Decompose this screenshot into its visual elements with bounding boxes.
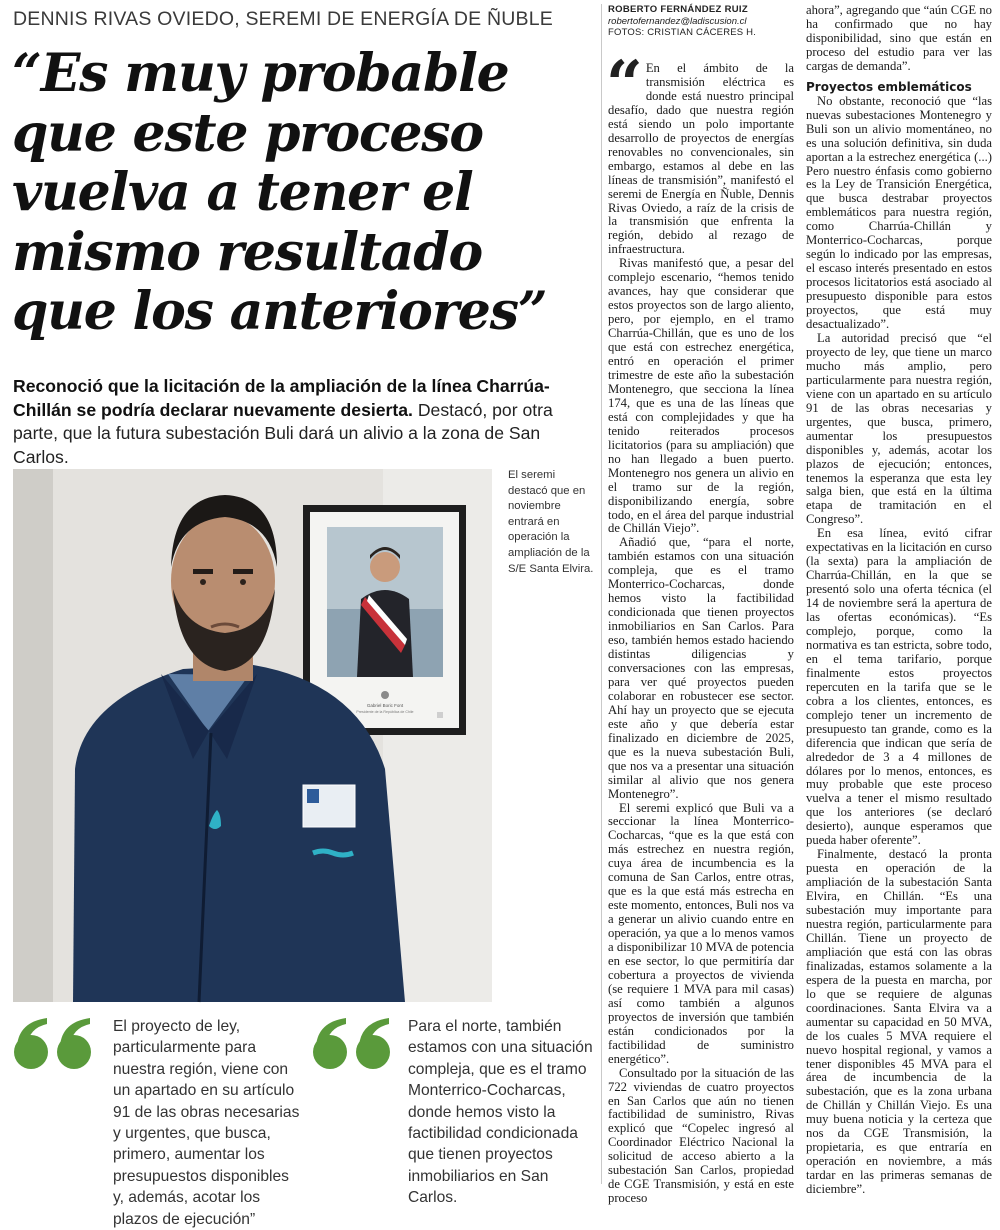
article-paragraph: En esa línea, evitó cifrar expectativas en la licitación en curso (la sexta) para la ampliación de Charrúa-Chillán, en la que se presentó solo una oferta técnica (el 14 de noviembre será la apertura de las ofertas económicas). “Es complejo, porque, como la normativa es tan estricta, sobre todo, en el tema tarifario, porque finalmente estos proyectos repercuten en la tarifa que se le cobra a los clientes, entonces, es complejo tener un incremento de presupuesto tan grande, como es la diferencia que indican que sería de alrededor de 3 a 4 millones de dólares por lo menos, entonces, es muy probable que este proceso vuelva a tener el mismo resultado que los anteriores (se declaró desierto), aunque esperamos que pueda haber oferente”. <box>806 526 992 848</box>
pull-quote-2-text: Para el norte, también estamos con una situación compleja, que es el tramo Monterrico-Cocharcas, donde hemos visto la factibilidad condicionada que tienen proyectos inmobiliarios en San Carlos. <box>408 1018 593 1207</box>
portrait-caption-name: Gabriel Boric Font <box>366 703 404 708</box>
photo-caption: El seremi destacó que en noviembre entrará en operación la ampliación de la S/E Santa Elvira. <box>508 469 594 575</box>
article-paragraph: Añadió que, “para el norte, también estamos con una situación compleja, que es el tramo Monterrico-Cocharcas, donde hemos visto la factibilidad condicionada que tienen proyectos inmobiliarios en San Carlos. Para eso, también hemos estado haciendo distintas diligencias y conversaciones con las empresas, para ver qué proyectos pueden colaborar en robustecer ese sector. Ahí hay un proyecto que se ejecuta este año y que debería estar finalizado en diciembre de 2025, que es la nueva subestación Buli, que nos va a presentar una situación similar al alivio que nos genera Montenegro”. <box>608 535 794 801</box>
byline-author: ROBERTO FERNÁNDEZ RUIZ <box>608 4 748 15</box>
byline-photos: FOTOS: CRISTIAN CÁCERES H. <box>608 27 757 38</box>
deck <box>13 375 598 469</box>
article-paragraph: Finalmente, destacó la pronta puesta en operación de la ampliación de la subestación Santa Elvira, en Chillán. “Es una subestación muy importante para nuestra región, particularmente para Chillán. Tiene un proyecto de ampliación que está con las obras finalizadas, estamos solamente a la espera de la puesta en marcha, por lo que se requiere de algunas coordinaciones. Santa Elvira va a aumentar su capacidad en 50 MVA, de los cuales 5 MVA requiere el nuevo hospital regional, y vamos a tener disponibles 45 MVA para el área de incumbencia de la subestación, que es la zona urbana de Chillán y Chillán Viejo. Es una muy buena noticia y la certeza que nos da CGE Transmisión, la propietaria, es que entraría en operación en noviembre, a más tardar en las primeras semanas de diciembre”. <box>806 847 992 1197</box>
article-paragraph: Rivas manifestó que, a pesar del complejo escenario, “hemos tenido avances, hay que considerar que estos proyectos son de largo aliento, pero, por ejemplo, en el tramo Charrúa-Chillán, que es uno de los que está con estrechez energética, entró en operación el primer trimestre de este año la subestación Montenegro, que secciona la línea 174, que es una de las líneas que está con complejidades y que ha tenido reiterados procesos licitatorios (para su ampliación) que no han llegado a buen puerto. Montenegro nos genera un alivio en el tramo sur de la región, disponibilizando energía, sobre todo, en el área del parque industrial de Chillán Viejo”. <box>608 256 794 536</box>
article-paragraph: La autoridad precisó que “el proyecto de ley, que tiene un marco mucho más amplio, pero particularmente para nuestra región, viene con un apartado en su artículo 91 de las obras necesarias y urgentes, que busca, primero, aumentar los presupuestos disponibles y, además, acotar los plazos de ejecución; entonces, tenemos la esperanza que esta ley salga bien, que está en la última etapa de tramitación en el Congreso”. <box>806 330 992 527</box>
article-paragraph: Consultado por la situación de las 722 viviendas de cuatro proyectos en San Carlos que aún no tienen factibilidad de suministro, Rivas explicó que “Copelec ingresó al Coordinador Eléctrico Nacional la solicitud de acceso abierto a la subestación San Carlos, propiedad de CGE Transmisión, y está en este proceso <box>608 1065 794 1206</box>
article-paragraph: No obstante, reconoció que “las nuevas subestaciones Montenegro y Buli son un alivio momentáneo, no es una solución definitiva, sin duda aportan a la estrechez energética (...) Pero nuestro énfasis como gobierno es la Ley de Transición Energética, que busca destrabar proyectos emblemáticos para nuestra región, como Charrúa-Chillán y Monterrico-Cocharcas, porque según lo indicado por las empresas, el escaso interés presentado en estos procesos licitatorios está asociado al presupuesto disponible para estos proyectos, que está muy desactualizado”. <box>806 93 992 332</box>
byline-email: robertofernandez@ladiscusion.cl <box>608 15 747 27</box>
portrait-caption-title: Presidente de la República de Chile <box>356 710 414 714</box>
article-paragraph: ahora”, agregando que “aún CGE no ha confirmado que no hay disponibilidad, sino que están en proceso del estudio para ver las cargas de demanda”. <box>806 3 992 73</box>
headline: “Es muy probable que este proceso vuelva a tener el mismo resultado que los anteriores” <box>12 43 547 342</box>
kicker: DENNIS RIVAS OVIEDO, SEREMI DE ENERGÍA DE ÑUBLE <box>13 8 553 30</box>
pull-quote-2 <box>312 1016 602 1207</box>
open-quote-icon: “ <box>606 47 643 122</box>
subheading: Proyectos emblemáticos <box>806 79 972 94</box>
byline <box>608 4 798 39</box>
quote-marks-icon <box>312 1016 394 1070</box>
paragraph-text: En el ámbito de la transmisión eléctrica es donde está nuestro principal desafío, dado que nuestra región está siendo un polo importante desarrollo de proyectos de energías renovables no convencionales, sin embargo, estamos al debe en las líneas de transmisión”, manifestó el seremi de Energía en Ñuble, Dennis Rivas Oviedo, a raíz de la crisis de la transmisión que enfrenta la región, debido al rezago de infraestructura. <box>608 61 794 257</box>
article-paragraph <box>606 47 794 257</box>
article-column-1 <box>606 47 794 1206</box>
photo-seremi <box>13 469 492 1002</box>
deck-regular: Destacó, por otra parte, que la futura subestación Buli dará un alivio a la zona de San Carlos. <box>13 399 553 467</box>
pull-quote-1 <box>13 1016 303 1228</box>
pull-quote-1-text: El proyecto de ley, particularmente para nuestra región, viene con un apartado en su artículo 91 de las obras necesarias y urgentes, que busca, primero, aumentar los presupuestos disponibles y, además, acotar los plazos de ejecución” <box>113 1018 300 1228</box>
article-column-2 <box>806 4 992 1197</box>
quote-marks-icon <box>13 1016 95 1070</box>
column-divider <box>601 4 602 1184</box>
deck-bold: Reconoció que la licitación de la ampliación de la línea Charrúa-Chillán se podría declarar nuevamente desierta. <box>13 376 550 420</box>
article-paragraph: El seremi explicó que Buli va a seccionar la línea Monterrico-Cocharcas, “que es la que está con más estrechez en nuestra región, cuya área de incumbencia es la comuna de San Carlos, entre otras, que es la que está más estrecha en este momento, entonces, Buli nos va a generar un alivio cuando entre en operación, ya que a lo menos vamos a disponibilizar 10 MVA de potencia en ese sector, lo que permitiría dar cobertura a proyectos de vivienda (se requiere 1 MVA para mil casas) así como también a algunos proyectos de inversión que también están condicionados por la factibilidad de suministro energético”. <box>608 800 794 1066</box>
